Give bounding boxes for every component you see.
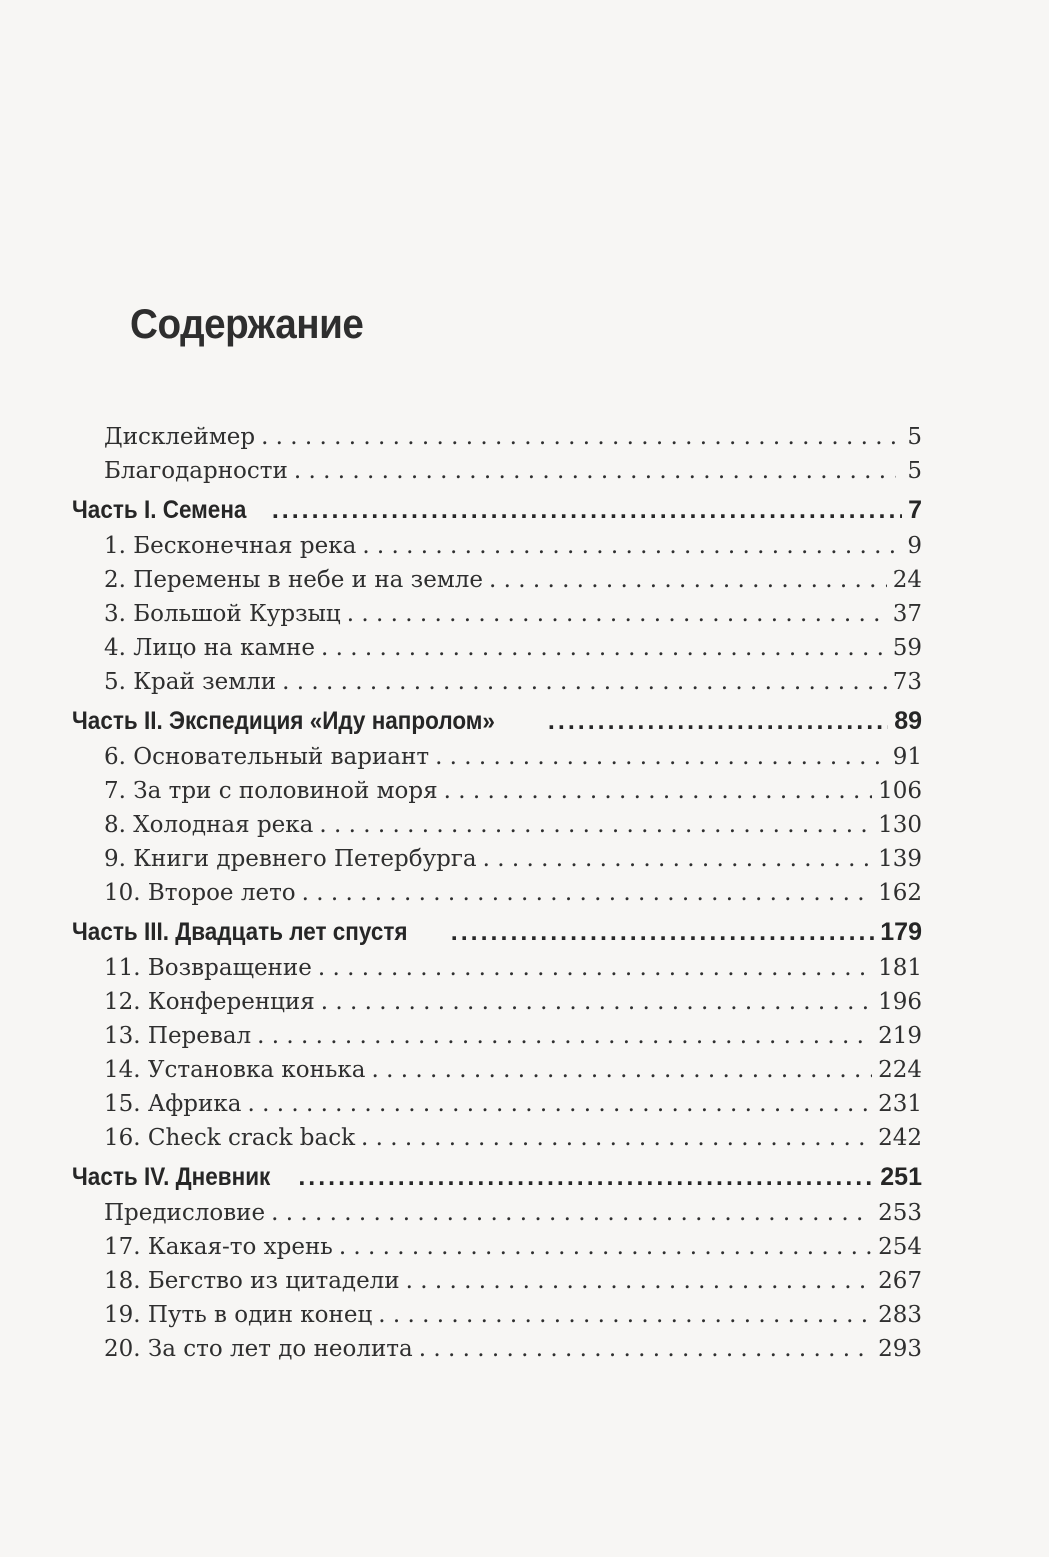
dot-leader [272, 491, 902, 529]
dot-leader [298, 1158, 874, 1196]
toc-entry [72, 808, 922, 842]
toc-page-number: 7 [908, 496, 922, 524]
toc-entry [72, 740, 922, 774]
toc-entry-title: 11. Возвращение [104, 955, 312, 981]
toc-entry [72, 1196, 922, 1230]
toc-entry [72, 1332, 922, 1366]
toc-part-heading [72, 1158, 922, 1196]
dot-leader [321, 985, 872, 1019]
dot-leader [361, 1121, 872, 1155]
toc-entry-title: 4. Лицо на камне [104, 635, 315, 661]
toc-entry [72, 774, 922, 808]
dot-leader [282, 665, 887, 699]
page-title: Содержание [130, 300, 364, 347]
toc-page-number: 267 [878, 1268, 922, 1294]
dot-leader [302, 876, 872, 910]
toc-page-number: 181 [878, 955, 922, 981]
dot-leader [257, 1019, 872, 1053]
toc-page-number: 5 [907, 458, 922, 484]
dot-leader [294, 454, 896, 488]
toc-page-number: 24 [892, 567, 922, 593]
toc-page-number: 139 [878, 846, 922, 872]
toc-entry-title: 2. Перемены в небе и на земле [104, 567, 483, 593]
toc-page-number: 253 [878, 1200, 922, 1226]
toc-entry [72, 1230, 922, 1264]
dot-leader [347, 597, 887, 631]
toc-page-number: 5 [907, 424, 922, 450]
toc-page-number: 37 [892, 601, 922, 627]
toc-page-number: 231 [878, 1091, 922, 1117]
toc-page-number: 179 [880, 918, 922, 946]
toc-page-number: 219 [878, 1023, 922, 1049]
toc-page-number: 162 [878, 880, 922, 906]
toc-page-number: 283 [878, 1302, 922, 1328]
toc-entry [72, 597, 922, 631]
toc-entry-title: 12. Конференция [104, 989, 315, 1015]
toc-entry-title: 13. Перевал [104, 1023, 252, 1049]
toc-entry [72, 454, 922, 488]
toc-part-title: Часть IV. Дневник [72, 1163, 271, 1191]
toc-entry [72, 420, 922, 454]
toc-entry-title: 8. Холодная река [104, 812, 314, 838]
toc-entry-title: 19. Путь в один конец [104, 1302, 373, 1328]
toc-entry [72, 631, 922, 665]
toc-entry-title: Предисловие [104, 1200, 266, 1226]
dot-leader [435, 740, 887, 774]
toc-page-number: 251 [880, 1163, 922, 1191]
toc-entry-title: Благодарности [104, 458, 288, 484]
toc-entry [72, 876, 922, 910]
toc-entry [72, 1087, 922, 1121]
toc-part-title: Часть II. Экспедиция «Иду напролом» [72, 707, 495, 735]
toc-page-number: 9 [907, 533, 922, 559]
toc-entry-title: 7. За три с половиной моря [104, 778, 438, 804]
toc-page-number: 106 [878, 778, 922, 804]
dot-leader [378, 1298, 872, 1332]
toc-entry-title: 16. Check crack back [104, 1125, 356, 1151]
toc-entry [72, 563, 922, 597]
toc-entry-title: 1. Бесконечная река [104, 533, 357, 559]
toc-part-heading [72, 702, 922, 740]
dot-leader [319, 808, 872, 842]
dot-leader [261, 420, 896, 454]
toc-entry [72, 1264, 922, 1298]
toc-entry [72, 1053, 922, 1087]
toc-page-number: 224 [878, 1057, 922, 1083]
toc-page-number: 130 [878, 812, 922, 838]
toc-entry [72, 529, 922, 563]
toc-part-title: Часть I. Семена [72, 496, 247, 524]
toc-page-number: 91 [892, 744, 922, 770]
toc-part-heading [72, 491, 922, 529]
toc-entry-title: 17. Какая-то хрень [104, 1234, 333, 1260]
toc-page-number: 293 [878, 1336, 922, 1362]
toc-page-number: 59 [892, 635, 922, 661]
toc-entry-title: Дисклеймер [104, 424, 256, 450]
table-of-contents [72, 420, 922, 1366]
dot-leader [372, 1053, 873, 1087]
toc-page-number: 89 [894, 707, 922, 735]
toc-entry [72, 1121, 922, 1155]
toc-page-number: 242 [878, 1125, 922, 1151]
dot-leader [321, 631, 887, 665]
toc-entry [72, 985, 922, 1019]
toc-entry-title: 9. Книги древнего Петербурга [104, 846, 477, 872]
toc-entry [72, 1298, 922, 1332]
dot-leader [489, 563, 887, 597]
toc-entry-title: 18. Бегство из цитадели [104, 1268, 400, 1294]
dot-leader [247, 1087, 872, 1121]
toc-page-number: 73 [892, 669, 922, 695]
toc-entry-title: 15. Африка [104, 1091, 242, 1117]
toc-entry-title: 20. За сто лет до неолита [104, 1336, 413, 1362]
dot-leader [362, 529, 896, 563]
dot-leader [406, 1264, 872, 1298]
dot-leader [271, 1196, 872, 1230]
toc-page-number: 196 [878, 989, 922, 1015]
dot-leader [444, 774, 873, 808]
toc-part-heading [72, 913, 922, 951]
toc-part-title: Часть III. Двадцать лет спустя [72, 918, 408, 946]
toc-entry [72, 951, 922, 985]
dot-leader [318, 951, 872, 985]
toc-entry-title: 14. Установка конька [104, 1057, 366, 1083]
toc-entry-title: 3. Большой Курзыц [104, 601, 341, 627]
toc-entry [72, 665, 922, 699]
toc-entry-title: 10. Второе лето [104, 880, 296, 906]
toc-entry-title: 5. Край земли [104, 669, 277, 695]
dot-leader [339, 1230, 872, 1264]
toc-entry-title: 6. Основательный вариант [104, 744, 430, 770]
toc-entry [72, 842, 922, 876]
dot-leader [451, 913, 875, 951]
toc-entry [72, 1019, 922, 1053]
dot-leader [419, 1332, 872, 1366]
dot-leader [548, 702, 888, 740]
toc-page-number: 254 [878, 1234, 922, 1260]
dot-leader [483, 842, 873, 876]
